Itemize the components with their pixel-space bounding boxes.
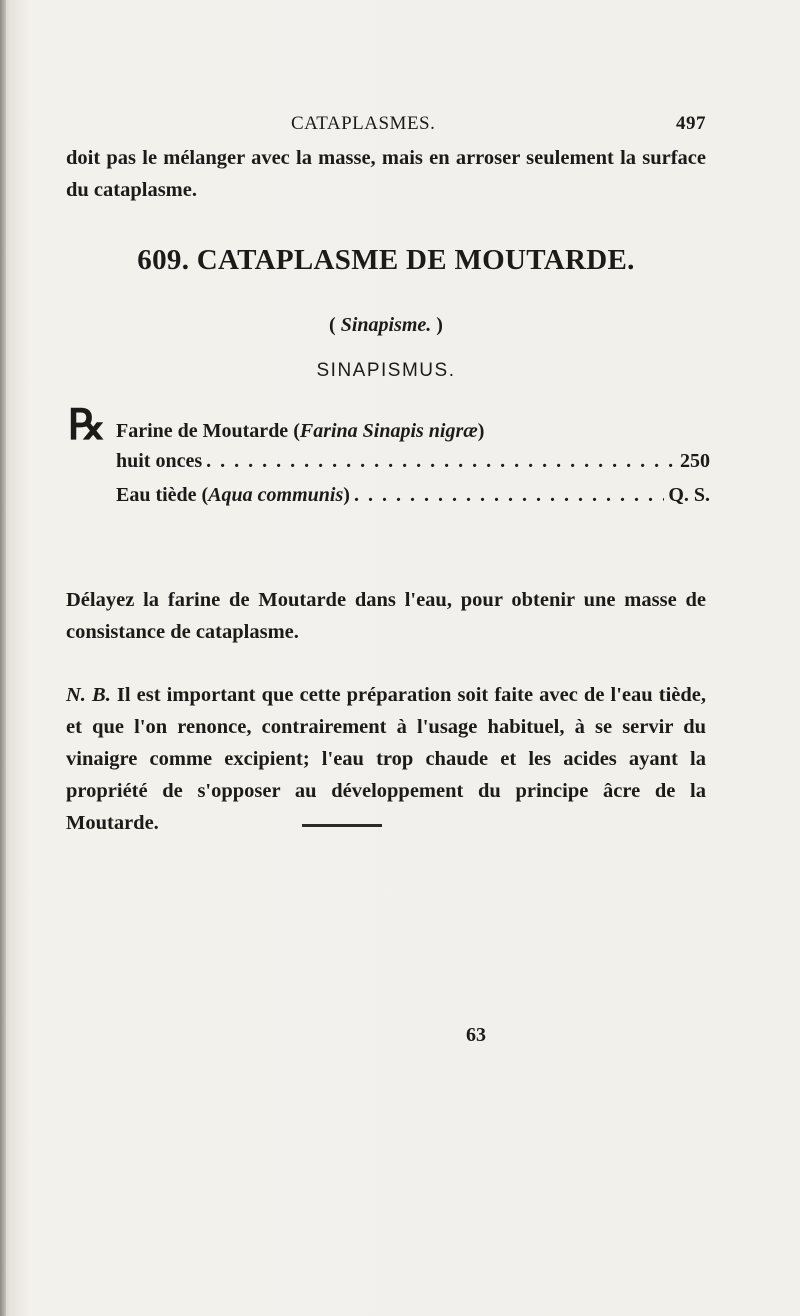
recipe-quantity: Q. S. xyxy=(668,484,710,506)
page-number: 497 xyxy=(676,113,706,134)
recipe-ingredient: Eau tiède (Aqua communis) xyxy=(116,484,350,506)
recipe-line xyxy=(116,480,710,510)
page-spine-shadow xyxy=(0,0,6,1316)
note-prefix: N. B. xyxy=(66,684,111,706)
note-paragraph xyxy=(66,679,706,839)
recipe-line xyxy=(116,446,710,476)
recipe-symbol: ℞ xyxy=(68,403,106,449)
synonym-text: Sinapisme. xyxy=(340,314,432,336)
recipe-ingredient: huit onces xyxy=(116,450,203,472)
note-text: Il est important que cette préparation soit faite avec de l'eau tiède, et que l'on renonce, contrairement à l'usage habituel, à se servir du vinaigre comme excipient; l'eau trop chaude et les acides ayant la propriété de s'opposer au développement du principe âcre de la Moutarde. xyxy=(66,684,706,834)
running-header xyxy=(66,113,706,139)
intro-paragraph: doit pas le mélanger avec la masse, mais en arroser seulement la surface du cataplasme. xyxy=(66,147,706,201)
instructions-paragraph: Délayez la farine de Moutarde dans l'eau, pour obtenir une masse de consistance de cataplasme. xyxy=(66,589,706,643)
leader-dots xyxy=(354,480,664,510)
section-heading: 609. CATAPLASME DE MOUTARDE. xyxy=(137,244,635,276)
recipe-line xyxy=(116,416,710,446)
latin-name: SINAPISMUS. xyxy=(316,360,456,381)
running-title: CATAPLASMES. xyxy=(291,113,436,134)
bleed-through-rule xyxy=(302,824,382,827)
recipe-quantity: 250 xyxy=(680,450,710,472)
leader-dots xyxy=(206,446,676,476)
section-synonym: ( Sinapisme. ) xyxy=(329,314,443,336)
recipe-ingredient: Farine de Moutarde (Farina Sinapis nigræ) xyxy=(116,420,485,442)
signature-mark: 63 xyxy=(466,1024,486,1046)
